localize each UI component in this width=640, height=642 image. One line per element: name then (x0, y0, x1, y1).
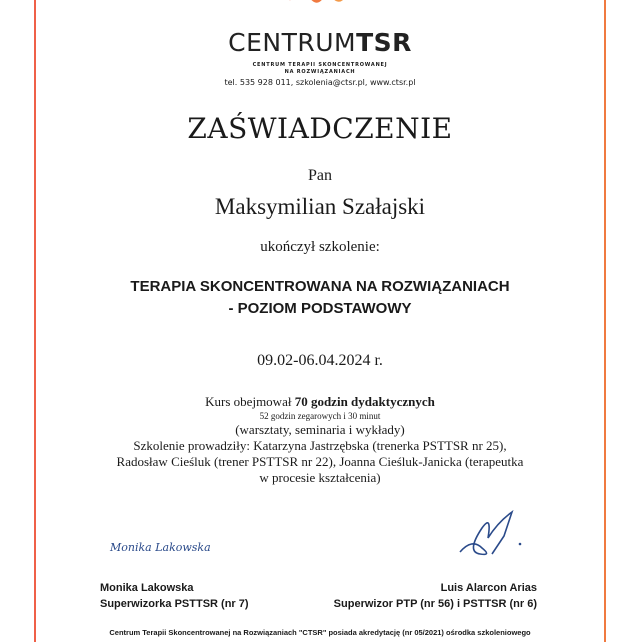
contact-info: tel. 535 928 011, szkolenia@ctsr.pl, www.ctsr.pl (224, 78, 416, 87)
signature-block-left: Monika Lakowska Superwizorka PSTTSR (nr 7) (100, 582, 249, 610)
signature-block-right: Luis Alarcon Arias Superwizor PTP (nr 56) i PSTTSR (nr 6) (333, 582, 537, 610)
course-dates: 09.02-06.04.2024 r. (257, 352, 383, 369)
accreditation-footer: Centrum Terapii Skoncentrowanej na Rozwiązaniach "CTSR" posiada akredytację (nr 05/2021) ośrodka szkoleniowego (109, 628, 531, 637)
signature-handwriting-2 (452, 508, 532, 558)
course-title: TERAPIA SKONCENTROWANA NA ROZWIĄZANIACH - POZIOM PODSTAWOWY (130, 278, 510, 317)
brand-subtitle: CENTRUM TERAPII SKONCENTROWANEJ NA ROZWIĄZANIACH (252, 62, 388, 75)
brand-name: CENTRUMTSR (228, 28, 412, 57)
completed-text: ukończył szkolenie: (260, 239, 380, 255)
certificate-title: ZAŚWIADCZENIE (187, 112, 453, 145)
signature-handwriting-1: Monika Lakowska (110, 541, 211, 554)
salutation: Pan (308, 167, 332, 184)
recipient-name: Maksymilian Szałajski (214, 194, 426, 219)
course-details: Kurs obejmował 70 godzin dydaktycznych 52 godzin zegarowych i 30 minut (warsztaty, seminaria i wykłady) Szkolenie prowadziły: Katarzyna Jastrzębska (trenerka PSTTSR nr 25), Radosław Cieśluk (trener PSTTSR nr 22), Joanna Cieśluk-Janicka (terapeutka w procesie kształcenia) (116, 394, 524, 485)
ctsr-logo-waves (270, 0, 370, 12)
